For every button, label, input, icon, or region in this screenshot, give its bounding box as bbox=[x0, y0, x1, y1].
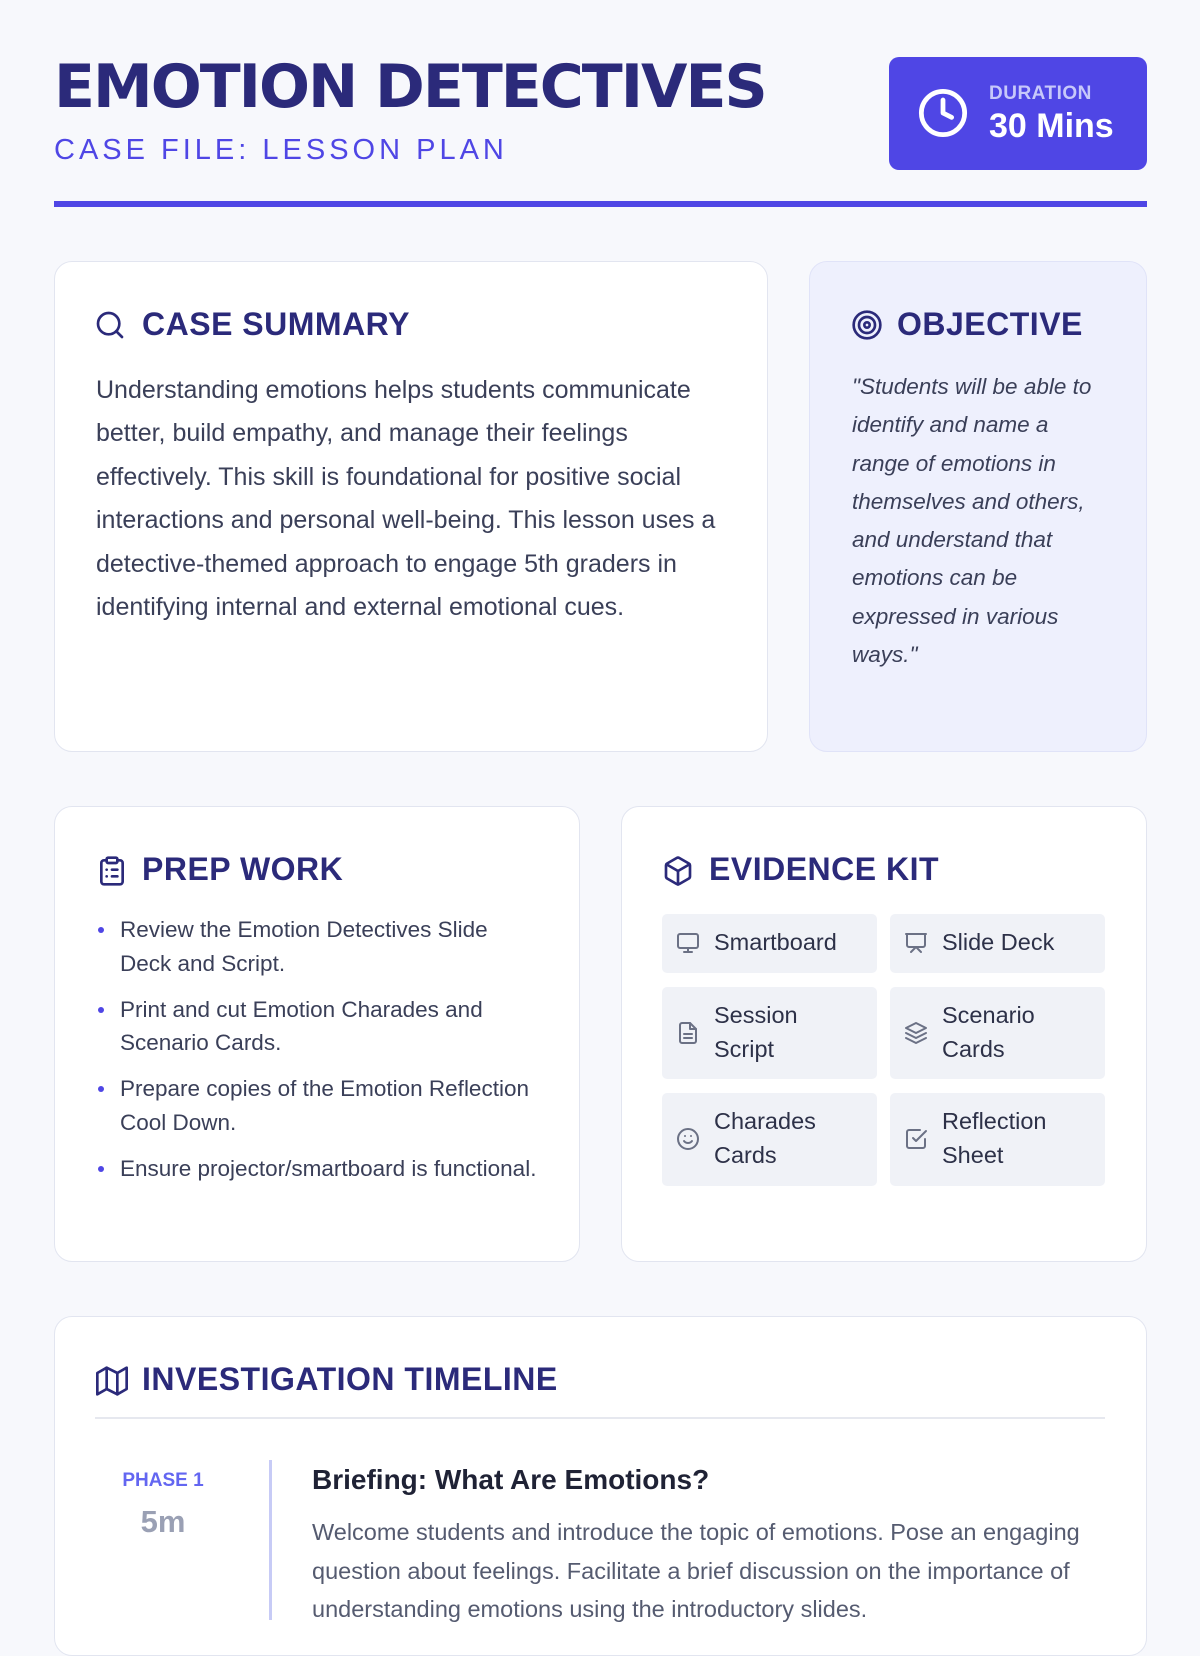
phase-title: Briefing: What Are Emotions? bbox=[312, 1464, 710, 1495]
file-text-icon bbox=[676, 1021, 700, 1045]
phase-timeline-line bbox=[269, 1460, 272, 1620]
duration-badge bbox=[889, 57, 1147, 170]
objective-title: OBJECTIVE bbox=[897, 306, 1083, 342]
page-header bbox=[54, 0, 1147, 207]
package-icon bbox=[662, 855, 694, 887]
prep-work-title: PREP WORK bbox=[142, 851, 344, 887]
phase-description: Welcome students and introduce the topic of emotions. Pose an engaging question about feelings. Facilitate a brief discussion on the importance of understanding emotions using the introductory slides. bbox=[312, 1519, 1080, 1622]
kit-item-slide-deck bbox=[890, 914, 1105, 973]
duration-value: 30 Mins bbox=[989, 107, 1114, 145]
kit-item-label: Smartboard bbox=[714, 929, 837, 955]
presentation-icon bbox=[904, 931, 928, 955]
prep-work-list bbox=[120, 913, 540, 1198]
case-summary-text: Understanding emotions helps students communicate better, build empathy, and manage their feelings effectively. This skill is foundational for positive social interactions and personal well-being. This lesson uses a detective-themed approach to engage 5th graders in identifying internal and external emotional cues. bbox=[96, 376, 716, 622]
layers-icon bbox=[904, 1021, 928, 1045]
list-item: Print and cut Emotion Charades and Scenario Cards. bbox=[120, 993, 540, 1060]
kit-item-label: Scenario Cards bbox=[942, 1002, 1035, 1062]
investigation-timeline-title: INVESTIGATION TIMELINE bbox=[142, 1361, 558, 1397]
lesson-plan-page bbox=[54, 0, 1147, 207]
list-item: Prepare copies of the Emotion Reflection Cool Down. bbox=[120, 1072, 540, 1139]
kit-item-session-script bbox=[662, 987, 877, 1079]
kit-item-label: Session Script bbox=[714, 1002, 798, 1062]
duration-label: DURATION bbox=[989, 83, 1092, 104]
objective-text: "Students will be able to identify and name a range of emotions in themselves and others, and understand that emotions can be expressed in various ways." bbox=[852, 374, 1092, 668]
phase-time: 5m bbox=[140, 1504, 186, 1539]
kit-item-smartboard bbox=[662, 914, 877, 973]
kit-item-reflection-sheet bbox=[890, 1093, 1105, 1186]
clock-icon bbox=[917, 87, 969, 139]
case-summary-title: CASE SUMMARY bbox=[142, 306, 410, 342]
monitor-icon bbox=[676, 931, 700, 955]
page-title: EMOTION DETECTIVES bbox=[54, 52, 766, 122]
page-subtitle: CASE FILE: LESSON PLAN bbox=[54, 134, 508, 166]
kit-item-label: Reflection Sheet bbox=[942, 1108, 1047, 1168]
phase-label: PHASE 1 bbox=[122, 1470, 204, 1491]
list-item: Review the Emotion Detectives Slide Deck and Script. bbox=[120, 913, 540, 980]
clipboard-icon bbox=[96, 855, 128, 887]
check-square-icon bbox=[904, 1127, 928, 1151]
kit-item-charades-cards bbox=[662, 1093, 877, 1186]
kit-item-label: Charades Cards bbox=[714, 1108, 816, 1168]
map-icon bbox=[96, 1365, 128, 1397]
target-icon bbox=[851, 309, 883, 341]
list-item: Ensure projector/smartboard is functional. bbox=[120, 1152, 540, 1186]
smile-icon bbox=[676, 1127, 700, 1151]
search-icon bbox=[94, 309, 126, 341]
evidence-kit-title: EVIDENCE KIT bbox=[709, 851, 940, 887]
kit-item-label: Slide Deck bbox=[942, 929, 1055, 955]
kit-item-scenario-cards bbox=[890, 987, 1105, 1079]
timeline-divider bbox=[95, 1417, 1105, 1419]
